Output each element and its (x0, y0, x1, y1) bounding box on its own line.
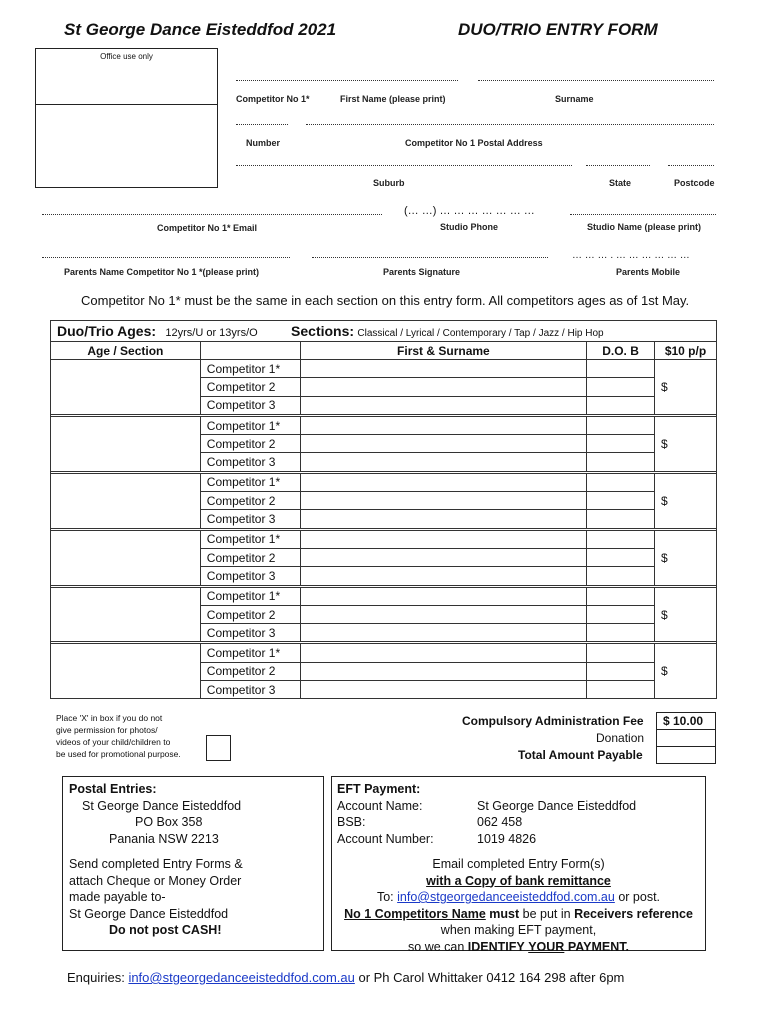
eft-heading: EFT Payment: (337, 782, 421, 796)
name-cell[interactable] (300, 416, 586, 434)
col-fee: $10 p/p (654, 342, 716, 360)
competitor-label: Competitor 1* (200, 644, 300, 662)
email-line[interactable] (42, 214, 382, 215)
sections-value: Classical / Lyrical / Contemporary / Tap / Jazz / Hip Hop (357, 328, 604, 339)
dob-cell[interactable] (587, 681, 655, 699)
competitor-no-label: Competitor No 1* (236, 94, 310, 104)
fee-cell[interactable]: $ (654, 644, 716, 699)
col-age-section: Age / Section (51, 342, 201, 360)
name-cell[interactable] (300, 378, 586, 396)
donation-field[interactable] (656, 729, 716, 747)
dob-cell[interactable] (587, 378, 655, 396)
postal-address-line[interactable] (306, 124, 714, 125)
age-section-cell[interactable] (51, 416, 201, 471)
surname-label: Surname (555, 94, 594, 104)
surname-line[interactable] (478, 80, 714, 81)
studio-name-label: Studio Name (please print) (587, 222, 702, 232)
competitor-label: Competitor 1* (200, 587, 300, 605)
name-cell[interactable] (300, 530, 586, 548)
age-section-cell[interactable] (51, 530, 201, 585)
col-first-surname: First & Surname (300, 342, 586, 360)
competitor-row (51, 473, 717, 491)
name-cell[interactable] (300, 548, 586, 566)
parents-name-line[interactable] (42, 257, 290, 258)
age-section-cell[interactable] (51, 473, 201, 528)
name-cell[interactable] (300, 681, 586, 699)
dob-cell[interactable] (587, 453, 655, 471)
dob-cell[interactable] (587, 510, 655, 528)
age-section-cell[interactable] (51, 587, 201, 642)
dob-cell[interactable] (587, 492, 655, 510)
ages-value: 12yrs/U or 13yrs/O (165, 327, 258, 339)
dob-cell[interactable] (587, 605, 655, 623)
fee-cell[interactable]: $ (654, 587, 716, 642)
dob-cell[interactable] (587, 567, 655, 585)
eft-payment-box: EFT Payment: Account Name: St George Dance Eisteddfod BSB: 062 458 Account Number: 1019 4826 Email completed Entry Form(s) with a Copy of bank remittance To: info@stgeorgedanceeisteddfod.com.au or post. No 1 Competitors Name must be put in Receivers reference when making EFT payment, so we can IDENTIFY YOUR PAYMENT. (331, 776, 706, 951)
dob-cell[interactable] (587, 360, 655, 378)
dob-cell[interactable] (587, 587, 655, 605)
parents-name-label: Parents Name Competitor No 1 *(please print) (64, 267, 260, 277)
state-line[interactable] (586, 165, 650, 166)
name-cell[interactable] (300, 567, 586, 585)
eft-email-link[interactable]: info@stgeorgedanceeisteddfod.com.au (397, 890, 615, 904)
ages-label: Duo/Trio Ages: (57, 323, 157, 339)
competitor-label: Competitor 2 (200, 605, 300, 623)
competitor-row (51, 416, 717, 434)
competitor-label: Competitor 1* (200, 416, 300, 434)
dob-cell[interactable] (587, 644, 655, 662)
name-cell[interactable] (300, 605, 586, 623)
competitor-label: Competitor 3 (200, 681, 300, 699)
name-cell[interactable] (300, 662, 586, 680)
ages-sections-row (51, 321, 717, 342)
name-cell[interactable] (300, 453, 586, 471)
competitor-row (51, 587, 717, 605)
competitor-row (51, 530, 717, 548)
name-cell[interactable] (300, 473, 586, 491)
competitor-label: Competitor 3 (200, 567, 300, 585)
sections-label: Sections: (291, 323, 355, 339)
dob-cell[interactable] (587, 473, 655, 491)
name-cell[interactable] (300, 587, 586, 605)
dob-cell[interactable] (587, 435, 655, 453)
number-label: Number (246, 138, 281, 148)
competitor-label: Competitor 2 (200, 662, 300, 680)
competitor-label: Competitor 3 (200, 624, 300, 642)
form-title: DUO/TRIO ENTRY FORM (458, 20, 658, 39)
competitor-label: Competitor 2 (200, 548, 300, 566)
competitor-row (51, 644, 717, 662)
office-use-label: Office use only (100, 52, 153, 61)
dob-cell[interactable] (587, 624, 655, 642)
name-cell[interactable] (300, 360, 586, 378)
donation-label: Donation (596, 731, 645, 745)
postal-heading: Postal Entries: (69, 782, 157, 796)
number-line[interactable] (236, 124, 288, 125)
total-payable-field[interactable] (656, 746, 716, 764)
admin-fee-value: $ 10.00 (656, 712, 716, 730)
studio-phone-label: Studio Phone (440, 222, 498, 232)
age-section-cell[interactable] (51, 644, 201, 699)
competitor-label: Competitor 3 (200, 396, 300, 414)
permission-text: Place 'X' in box if you do not give permission for photos/ videos of your child/children to be used for promotional purpose. (56, 713, 181, 759)
fee-cell[interactable]: $ (654, 473, 716, 528)
name-cell[interactable] (300, 644, 586, 662)
dob-cell[interactable] (587, 396, 655, 414)
footer-email-link[interactable]: info@stgeorgedanceeisteddfod.com.au (128, 970, 355, 985)
parents-signature-label: Parents Signature (383, 267, 461, 277)
permission-checkbox[interactable] (206, 735, 231, 761)
competitor-label: Competitor 3 (200, 510, 300, 528)
competitor-row (51, 360, 717, 378)
footer-enquiries: Enquiries: info@stgeorgedanceeisteddfod.com.au or Ph Carol Whittaker 0412 164 298 after 6pm (67, 970, 625, 985)
competitor-label: Competitor 2 (200, 435, 300, 453)
age-section-cell[interactable] (51, 360, 201, 415)
state-label: State (609, 178, 632, 188)
studio-phone-line[interactable]: (… …) … … … … … … … (404, 205, 535, 217)
email-label: Competitor No 1* Email (157, 223, 258, 233)
competitor-first-name-line[interactable] (236, 80, 458, 81)
competitor-label: Competitor 1* (200, 530, 300, 548)
col-dob: D.O. B (587, 342, 655, 360)
parents-mobile-line[interactable]: … … … . … … … … … … (572, 250, 690, 261)
notice-text: Competitor No 1* must be the same in each section on this entry form. All competitors ages as of 1st May. (81, 293, 690, 308)
total-payable-label: Total Amount Payable (518, 748, 643, 762)
entry-table (50, 320, 717, 699)
postal-address-label: Competitor No 1 Postal Address (405, 138, 543, 148)
dob-cell[interactable] (587, 548, 655, 566)
name-cell[interactable] (300, 510, 586, 528)
parents-mobile-label: Parents Mobile (616, 267, 681, 277)
competitor-label: Competitor 1* (200, 473, 300, 491)
postcode-line[interactable] (668, 165, 714, 166)
competitor-label: Competitor 2 (200, 378, 300, 396)
admin-fee-label: Compulsory Administration Fee (462, 714, 644, 728)
parents-signature-line[interactable] (312, 257, 548, 258)
dob-cell[interactable] (587, 530, 655, 548)
name-cell[interactable] (300, 435, 586, 453)
fee-cell[interactable]: $ (654, 530, 716, 585)
name-cell[interactable] (300, 492, 586, 510)
postcode-label: Postcode (674, 178, 715, 188)
fee-cell[interactable]: $ (654, 360, 716, 415)
name-cell[interactable] (300, 396, 586, 414)
fee-cell[interactable]: $ (654, 416, 716, 471)
competitor-label: Competitor 2 (200, 492, 300, 510)
postal-entries-box: Postal Entries: St George Dance Eisteddfod PO Box 358 Panania NSW 2213 Send completed Entry Forms & attach Cheque or Money Order made payable to- St George Dance Eisteddfod Do not post CASH! (62, 776, 324, 951)
office-use-box (35, 48, 218, 188)
first-name-label: First Name (please print) (340, 94, 446, 104)
dob-cell[interactable] (587, 416, 655, 434)
studio-name-line[interactable] (570, 214, 716, 215)
suburb-label: Suburb (373, 178, 405, 188)
competitor-label: Competitor 3 (200, 453, 300, 471)
event-title: St George Dance Eisteddfod 2021 (64, 20, 337, 39)
competitor-label: Competitor 1* (200, 360, 300, 378)
suburb-line[interactable] (236, 165, 572, 166)
name-cell[interactable] (300, 624, 586, 642)
dob-cell[interactable] (587, 662, 655, 680)
